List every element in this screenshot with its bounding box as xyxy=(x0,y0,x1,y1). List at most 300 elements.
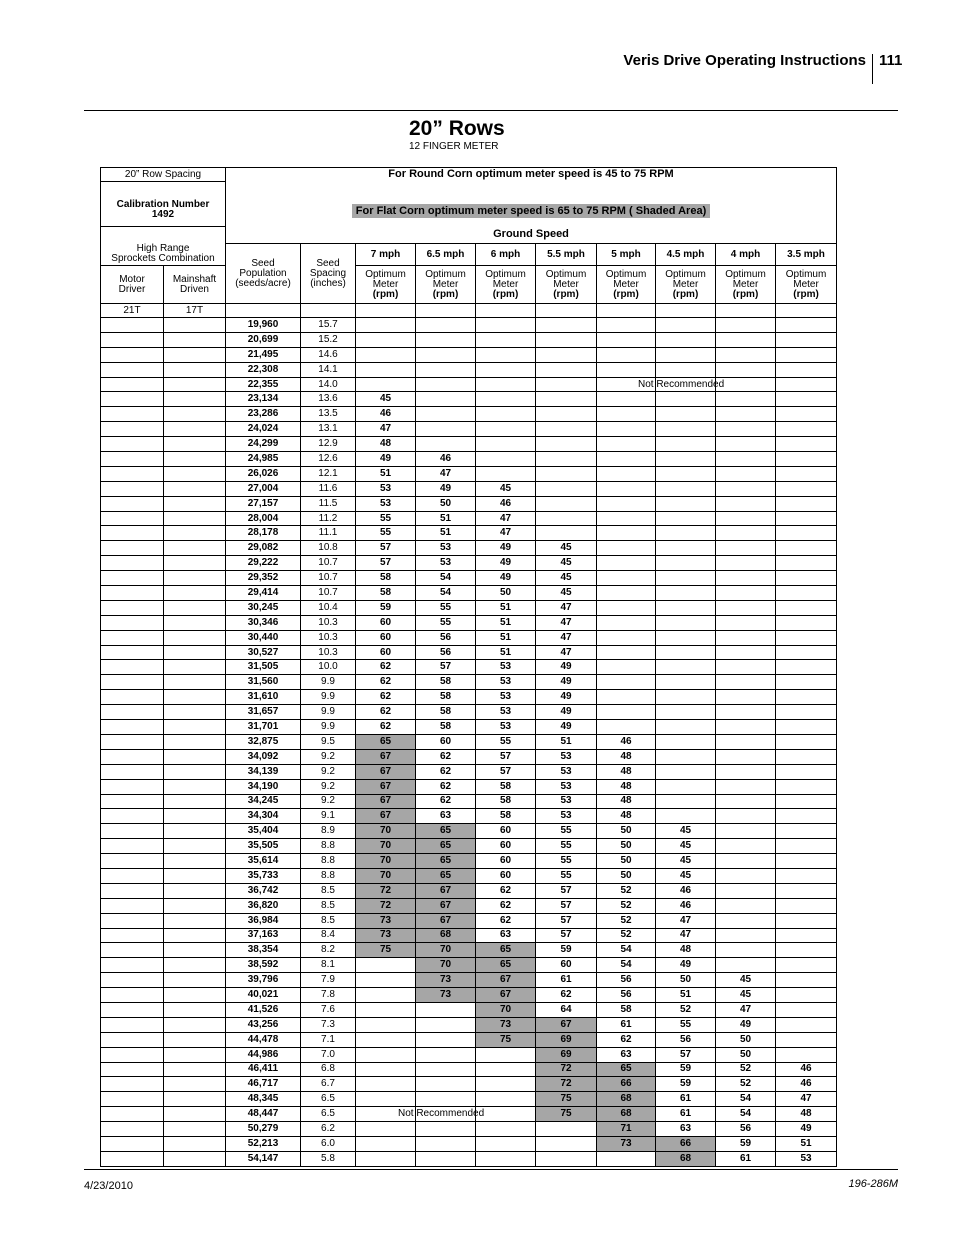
blank-cell xyxy=(101,645,164,660)
header-divider xyxy=(872,54,873,84)
meter-rpm-cell xyxy=(597,318,656,333)
meter-rpm-cell xyxy=(597,422,656,437)
seed-population-cell: 20,699 xyxy=(226,332,301,347)
blank-cell xyxy=(536,304,597,318)
meter-rpm-cell xyxy=(656,496,716,511)
meter-rpm-cell: 47 xyxy=(776,1092,837,1107)
meter-rpm-cell xyxy=(656,332,716,347)
seed-spacing-cell: 8.8 xyxy=(301,854,356,869)
table-row xyxy=(101,407,837,422)
meter-rpm-cell: 51 xyxy=(536,734,597,749)
seed-spacing-cell: 10.3 xyxy=(301,645,356,660)
table-row xyxy=(101,630,837,645)
meter-rpm-cell xyxy=(416,1092,476,1107)
blank-cell xyxy=(101,615,164,630)
seed-spacing-cell: 9.5 xyxy=(301,734,356,749)
table-row xyxy=(101,496,837,511)
meter-rpm-cell: 68 xyxy=(597,1092,656,1107)
seed-spacing-cell: 13.6 xyxy=(301,392,356,407)
meter-rpm-cell: 62 xyxy=(356,660,416,675)
meter-rpm-cell xyxy=(476,347,536,362)
meter-rpm-cell xyxy=(656,556,716,571)
meter-rpm-cell: 50 xyxy=(656,973,716,988)
blank-cell xyxy=(164,466,226,481)
meter-rpm-cell xyxy=(716,526,776,541)
seed-spacing-cell: 9.2 xyxy=(301,749,356,764)
meter-rpm-cell: 64 xyxy=(536,1002,597,1017)
meter-rpm-cell xyxy=(776,943,837,958)
meter-rpm-cell: 60 xyxy=(476,839,536,854)
meter-rpm-cell xyxy=(656,407,716,422)
table-row xyxy=(101,541,837,556)
meter-rpm-cell: 52 xyxy=(656,1002,716,1017)
meter-rpm-cell: 67 xyxy=(476,988,536,1003)
table-row xyxy=(101,392,837,407)
meter-rpm-cell xyxy=(476,1092,536,1107)
meter-rpm-cell: 53 xyxy=(356,496,416,511)
meter-rpm-cell: 47 xyxy=(476,511,536,526)
meter-rpm-cell: 75 xyxy=(536,1107,597,1122)
meter-rpm-cell xyxy=(356,1077,416,1092)
blank-cell xyxy=(101,586,164,601)
meter-rpm-cell: 49 xyxy=(416,481,476,496)
meter-rpm-cell xyxy=(476,377,536,392)
blank-cell xyxy=(226,304,301,318)
meter-rpm-cell xyxy=(716,824,776,839)
seed-population-cell: 23,286 xyxy=(226,407,301,422)
meter-rpm-cell: 73 xyxy=(476,1017,536,1032)
blank-cell xyxy=(101,496,164,511)
meter-rpm-cell: 49 xyxy=(536,720,597,735)
seed-population-cell: 36,742 xyxy=(226,883,301,898)
table-row xyxy=(101,868,837,883)
meter-rpm-cell xyxy=(776,496,837,511)
meter-rpm-cell xyxy=(597,1151,656,1166)
meter-rpm-cell xyxy=(716,422,776,437)
meter-rpm-cell: 50 xyxy=(597,824,656,839)
meter-rpm-cell xyxy=(356,362,416,377)
mainshaft-driven-header: Mainshaft Driven xyxy=(164,266,226,304)
meter-rpm-cell: 45 xyxy=(536,556,597,571)
meter-rpm-cell: 54 xyxy=(716,1092,776,1107)
table-row xyxy=(101,347,837,362)
blank-cell xyxy=(101,705,164,720)
blank-cell xyxy=(101,377,164,392)
meter-rpm-cell xyxy=(356,1002,416,1017)
spacer-cell xyxy=(101,182,226,195)
meter-rpm-cell xyxy=(476,1047,536,1062)
meter-rpm-cell: 56 xyxy=(416,630,476,645)
meter-rpm-cell xyxy=(356,988,416,1003)
seed-spacing-cell: 6.5 xyxy=(301,1107,356,1122)
meter-rpm-cell xyxy=(716,943,776,958)
meter-rpm-cell xyxy=(597,541,656,556)
seed-population-cell: 34,092 xyxy=(226,749,301,764)
seed-spacing-cell: 9.1 xyxy=(301,809,356,824)
meter-rpm-cell xyxy=(716,854,776,869)
meter-rpm-cell xyxy=(776,466,837,481)
seed-spacing-cell: 7.9 xyxy=(301,973,356,988)
meter-rpm-cell: 62 xyxy=(536,988,597,1003)
meter-rpm-cell: 53 xyxy=(536,764,597,779)
meter-rpm-cell: 73 xyxy=(416,973,476,988)
blank-cell xyxy=(101,1032,164,1047)
blank-cell xyxy=(164,571,226,586)
seed-spacing-cell: 8.8 xyxy=(301,868,356,883)
meter-rpm-cell xyxy=(716,690,776,705)
seed-population-cell: 24,985 xyxy=(226,452,301,467)
table-row xyxy=(101,1047,837,1062)
meter-rpm-cell: 63 xyxy=(597,1047,656,1062)
meter-rpm-cell xyxy=(716,377,776,392)
meter-rpm-cell: 50 xyxy=(476,586,536,601)
meter-rpm-cell: 47 xyxy=(716,1002,776,1017)
table-row xyxy=(101,988,837,1003)
meter-rpm-cell xyxy=(716,868,776,883)
meter-rpm-cell xyxy=(776,928,837,943)
meter-rpm-cell: 70 xyxy=(356,868,416,883)
meter-rpm-cell xyxy=(776,392,837,407)
blank-cell xyxy=(164,332,226,347)
table-row xyxy=(101,511,837,526)
table-row xyxy=(101,377,837,392)
meter-rpm-cell xyxy=(716,407,776,422)
seed-spacing-cell: 11.5 xyxy=(301,496,356,511)
meter-rpm-cell xyxy=(476,1122,536,1137)
meter-rpm-cell: 50 xyxy=(597,854,656,869)
blank-cell xyxy=(164,1032,226,1047)
seed-spacing-cell: 10.0 xyxy=(301,660,356,675)
meter-rpm-cell: 66 xyxy=(656,1136,716,1151)
meter-rpm-cell xyxy=(656,318,716,333)
blank-cell xyxy=(164,1122,226,1137)
seed-population-cell: 48,447 xyxy=(226,1107,301,1122)
blank-cell xyxy=(101,1002,164,1017)
meter-rpm-cell xyxy=(416,377,476,392)
seed-population-cell: 29,414 xyxy=(226,586,301,601)
meter-rpm-cell: 49 xyxy=(356,452,416,467)
meter-rpm-cell: 58 xyxy=(416,720,476,735)
blank-cell xyxy=(164,362,226,377)
meter-rpm-cell xyxy=(476,362,536,377)
meter-rpm-cell: 51 xyxy=(476,600,536,615)
blank-cell xyxy=(164,496,226,511)
meter-rpm-cell: 65 xyxy=(416,868,476,883)
meter-rpm-cell: 62 xyxy=(356,720,416,735)
meter-rpm-cell: 51 xyxy=(356,466,416,481)
meter-rpm-cell: 51 xyxy=(776,1136,837,1151)
seed-rate-table xyxy=(100,167,837,1167)
meter-rpm-cell: 67 xyxy=(536,1017,597,1032)
seed-population-cell: 27,157 xyxy=(226,496,301,511)
seed-spacing-cell: 6.0 xyxy=(301,1136,356,1151)
seed-population-cell: 19,960 xyxy=(226,318,301,333)
meter-rpm-cell xyxy=(356,332,416,347)
meter-rpm-cell: 56 xyxy=(656,1032,716,1047)
blank-cell xyxy=(597,304,656,318)
meter-rpm-cell xyxy=(656,437,716,452)
seed-spacing-cell: 10.3 xyxy=(301,630,356,645)
meter-rpm-cell: 65 xyxy=(416,824,476,839)
meter-rpm-cell: 57 xyxy=(536,913,597,928)
meter-rpm-cell: 52 xyxy=(597,898,656,913)
blank-cell xyxy=(656,304,716,318)
meter-rpm-cell xyxy=(638,377,725,392)
meter-rpm-cell: 63 xyxy=(656,1122,716,1137)
meter-rpm-cell xyxy=(356,347,416,362)
meter-rpm-cell: 55 xyxy=(536,854,597,869)
meter-rpm-cell: 45 xyxy=(536,586,597,601)
table-row xyxy=(101,645,837,660)
seed-spacing-cell: 6.5 xyxy=(301,1092,356,1107)
meter-rpm-cell: 75 xyxy=(356,943,416,958)
table-row xyxy=(101,452,837,467)
meter-rpm-cell xyxy=(716,883,776,898)
meter-rpm-cell: 70 xyxy=(356,854,416,869)
table-row xyxy=(101,973,837,988)
meter-rpm-cell: 62 xyxy=(416,764,476,779)
meter-rpm-cell xyxy=(776,481,837,496)
blank-cell xyxy=(101,347,164,362)
meter-rpm-cell: 72 xyxy=(356,883,416,898)
seed-spacing-cell: 10.8 xyxy=(301,541,356,556)
meter-rpm-cell xyxy=(776,809,837,824)
meter-rpm-cell xyxy=(536,526,597,541)
meter-rpm-cell: 59 xyxy=(536,943,597,958)
meter-rpm-cell xyxy=(776,452,837,467)
seed-population-cell: 32,875 xyxy=(226,734,301,749)
meter-rpm-cell: 53 xyxy=(536,794,597,809)
seed-population-cell: 46,717 xyxy=(226,1077,301,1092)
meter-rpm-cell: 48 xyxy=(356,437,416,452)
seed-population-header: Seed Population (seeds/acre) xyxy=(226,244,301,304)
meter-rpm-cell xyxy=(476,407,536,422)
meter-rpm-cell: 57 xyxy=(476,749,536,764)
meter-rpm-cell xyxy=(716,749,776,764)
meter-rpm-cell xyxy=(716,452,776,467)
meter-rpm-cell: 53 xyxy=(476,675,536,690)
speed-header: 5 mph xyxy=(597,244,656,266)
meter-rpm-cell: 62 xyxy=(476,883,536,898)
meter-rpm-cell xyxy=(356,1122,416,1137)
blank-cell xyxy=(164,1107,226,1122)
meter-rpm-cell xyxy=(416,1062,476,1077)
meter-rpm-cell: 60 xyxy=(356,630,416,645)
meter-rpm-cell xyxy=(536,1122,597,1137)
meter-rpm-cell xyxy=(597,630,656,645)
meter-rpm-cell xyxy=(776,958,837,973)
meter-rpm-cell xyxy=(776,556,837,571)
meter-rpm-cell xyxy=(597,556,656,571)
seed-population-cell: 29,352 xyxy=(226,571,301,586)
meter-rpm-cell xyxy=(776,913,837,928)
meter-rpm-cell xyxy=(716,541,776,556)
blank-cell xyxy=(164,541,226,556)
meter-rpm-cell xyxy=(716,839,776,854)
meter-rpm-cell xyxy=(356,973,416,988)
seed-population-cell: 26,026 xyxy=(226,466,301,481)
meter-rpm-cell: 62 xyxy=(597,1032,656,1047)
seed-population-cell: 44,986 xyxy=(226,1047,301,1062)
seed-population-cell: 21,495 xyxy=(226,347,301,362)
table-row xyxy=(101,824,837,839)
table-row xyxy=(101,600,837,615)
meter-rpm-cell: 63 xyxy=(476,928,536,943)
blank-cell xyxy=(101,407,164,422)
meter-rpm-cell: 53 xyxy=(476,660,536,675)
meter-rpm-cell xyxy=(776,511,837,526)
seed-spacing-cell: 12.6 xyxy=(301,452,356,467)
blank-cell xyxy=(164,1077,226,1092)
meter-rpm-cell xyxy=(776,318,837,333)
table-row xyxy=(101,1002,837,1017)
table-row xyxy=(101,1077,837,1092)
meter-rpm-cell xyxy=(716,928,776,943)
blank-cell xyxy=(101,749,164,764)
seed-population-cell: 35,505 xyxy=(226,839,301,854)
seed-spacing-cell: 8.5 xyxy=(301,883,356,898)
meter-rpm-cell xyxy=(656,734,716,749)
meter-rpm-cell xyxy=(716,318,776,333)
blank-cell xyxy=(101,541,164,556)
meter-rpm-cell xyxy=(776,1002,837,1017)
meter-rpm-cell: 62 xyxy=(356,705,416,720)
blank-cell xyxy=(776,304,837,318)
meter-rpm-cell: 56 xyxy=(716,1122,776,1137)
seed-spacing-cell: 8.5 xyxy=(301,898,356,913)
flat-corn-note: For Flat Corn optimum meter speed is 65 to 75 RPM ( Shaded Area) xyxy=(226,195,837,227)
blank-cell xyxy=(164,913,226,928)
meter-rpm-cell: 54 xyxy=(597,958,656,973)
meter-rpm-cell: 61 xyxy=(597,1017,656,1032)
meter-rpm-cell: 46 xyxy=(776,1077,837,1092)
blank-cell xyxy=(101,422,164,437)
meter-rpm-cell xyxy=(716,764,776,779)
seed-spacing-cell: 15.2 xyxy=(301,332,356,347)
meter-rpm-cell xyxy=(656,571,716,586)
seed-spacing-cell: 7.3 xyxy=(301,1017,356,1032)
meter-rpm-cell: 55 xyxy=(356,526,416,541)
seed-population-cell: 35,404 xyxy=(226,824,301,839)
meter-rpm-cell xyxy=(597,586,656,601)
meter-rpm-cell xyxy=(597,332,656,347)
meter-rpm-cell xyxy=(776,839,837,854)
meter-rpm-cell xyxy=(716,898,776,913)
meter-rpm-cell xyxy=(356,1032,416,1047)
meter-rpm-cell xyxy=(536,318,597,333)
meter-rpm-cell xyxy=(536,466,597,481)
meter-rpm-cell: 58 xyxy=(416,705,476,720)
blank-cell xyxy=(164,824,226,839)
blank-cell xyxy=(101,511,164,526)
meter-rpm-cell xyxy=(776,988,837,1003)
meter-rpm-cell xyxy=(656,481,716,496)
meter-rpm-cell: 67 xyxy=(416,898,476,913)
meter-rpm-cell: 65 xyxy=(476,943,536,958)
meter-rpm-cell: 60 xyxy=(476,854,536,869)
meter-rpm-cell xyxy=(536,332,597,347)
meter-rpm-cell xyxy=(776,437,837,452)
blank-cell xyxy=(164,377,226,392)
meter-rpm-cell: 45 xyxy=(656,868,716,883)
meter-rpm-cell xyxy=(597,660,656,675)
meter-rpm-cell: 72 xyxy=(356,898,416,913)
blank-cell xyxy=(101,556,164,571)
meter-rpm-cell xyxy=(416,1047,476,1062)
meter-rpm-cell: 58 xyxy=(416,675,476,690)
seed-spacing-cell: 14.1 xyxy=(301,362,356,377)
seed-population-cell: 24,299 xyxy=(226,437,301,452)
blank-cell xyxy=(101,1047,164,1062)
meter-rpm-cell xyxy=(716,645,776,660)
speed-header: 4.5 mph xyxy=(656,244,716,266)
meter-rpm-cell: 46 xyxy=(597,734,656,749)
table-row xyxy=(101,734,837,749)
meter-rpm-cell: 50 xyxy=(416,496,476,511)
meter-rpm-cell xyxy=(776,600,837,615)
meter-rpm-cell: 45 xyxy=(536,541,597,556)
meter-rpm-cell xyxy=(776,1032,837,1047)
table-row xyxy=(101,809,837,824)
meter-rpm-cell: 52 xyxy=(716,1062,776,1077)
meter-rpm-cell xyxy=(716,779,776,794)
table-row xyxy=(101,1151,837,1166)
meter-rpm-cell: 53 xyxy=(536,749,597,764)
blank-cell xyxy=(164,1002,226,1017)
footer-date: 4/23/2010 xyxy=(84,1180,133,1192)
meter-rpm-cell xyxy=(416,1032,476,1047)
meter-rpm-cell xyxy=(356,1151,416,1166)
blank-cell xyxy=(164,1151,226,1166)
meter-rpm-cell: 51 xyxy=(416,511,476,526)
blank-cell xyxy=(164,809,226,824)
blank-cell xyxy=(101,1122,164,1137)
seed-population-cell: 31,610 xyxy=(226,690,301,705)
seed-population-cell: 37,163 xyxy=(226,928,301,943)
meter-rpm-cell xyxy=(776,645,837,660)
meter-rpm-cell: 56 xyxy=(416,645,476,660)
seed-spacing-cell: 8.8 xyxy=(301,839,356,854)
meter-rpm-cell xyxy=(776,541,837,556)
seed-population-cell: 28,004 xyxy=(226,511,301,526)
table-row xyxy=(101,675,837,690)
seed-spacing-cell: 10.4 xyxy=(301,600,356,615)
motor-driver-header: Motor Driver xyxy=(101,266,164,304)
meter-rpm-cell xyxy=(776,526,837,541)
meter-rpm-cell xyxy=(476,1062,536,1077)
meter-rpm-cell xyxy=(597,615,656,630)
meter-rpm-cell xyxy=(716,466,776,481)
meter-rpm-cell: 75 xyxy=(476,1032,536,1047)
seed-population-cell: 24,024 xyxy=(226,422,301,437)
not-recommended-label: Not Recommended xyxy=(398,1108,485,1120)
blank-cell xyxy=(164,1017,226,1032)
meter-rpm-cell xyxy=(656,794,716,809)
meter-rpm-cell: 65 xyxy=(356,734,416,749)
blank-cell xyxy=(101,1077,164,1092)
table-row xyxy=(101,690,837,705)
blank-cell xyxy=(101,839,164,854)
meter-rpm-cell: 55 xyxy=(656,1017,716,1032)
seed-spacing-cell: 7.1 xyxy=(301,1032,356,1047)
meter-rpm-cell xyxy=(776,1047,837,1062)
meter-rpm-cell: 56 xyxy=(597,988,656,1003)
meter-rpm-cell xyxy=(656,586,716,601)
table-row xyxy=(101,1107,837,1122)
meter-rpm-cell xyxy=(597,452,656,467)
meter-rpm-cell xyxy=(776,690,837,705)
meter-rpm-cell xyxy=(776,824,837,839)
